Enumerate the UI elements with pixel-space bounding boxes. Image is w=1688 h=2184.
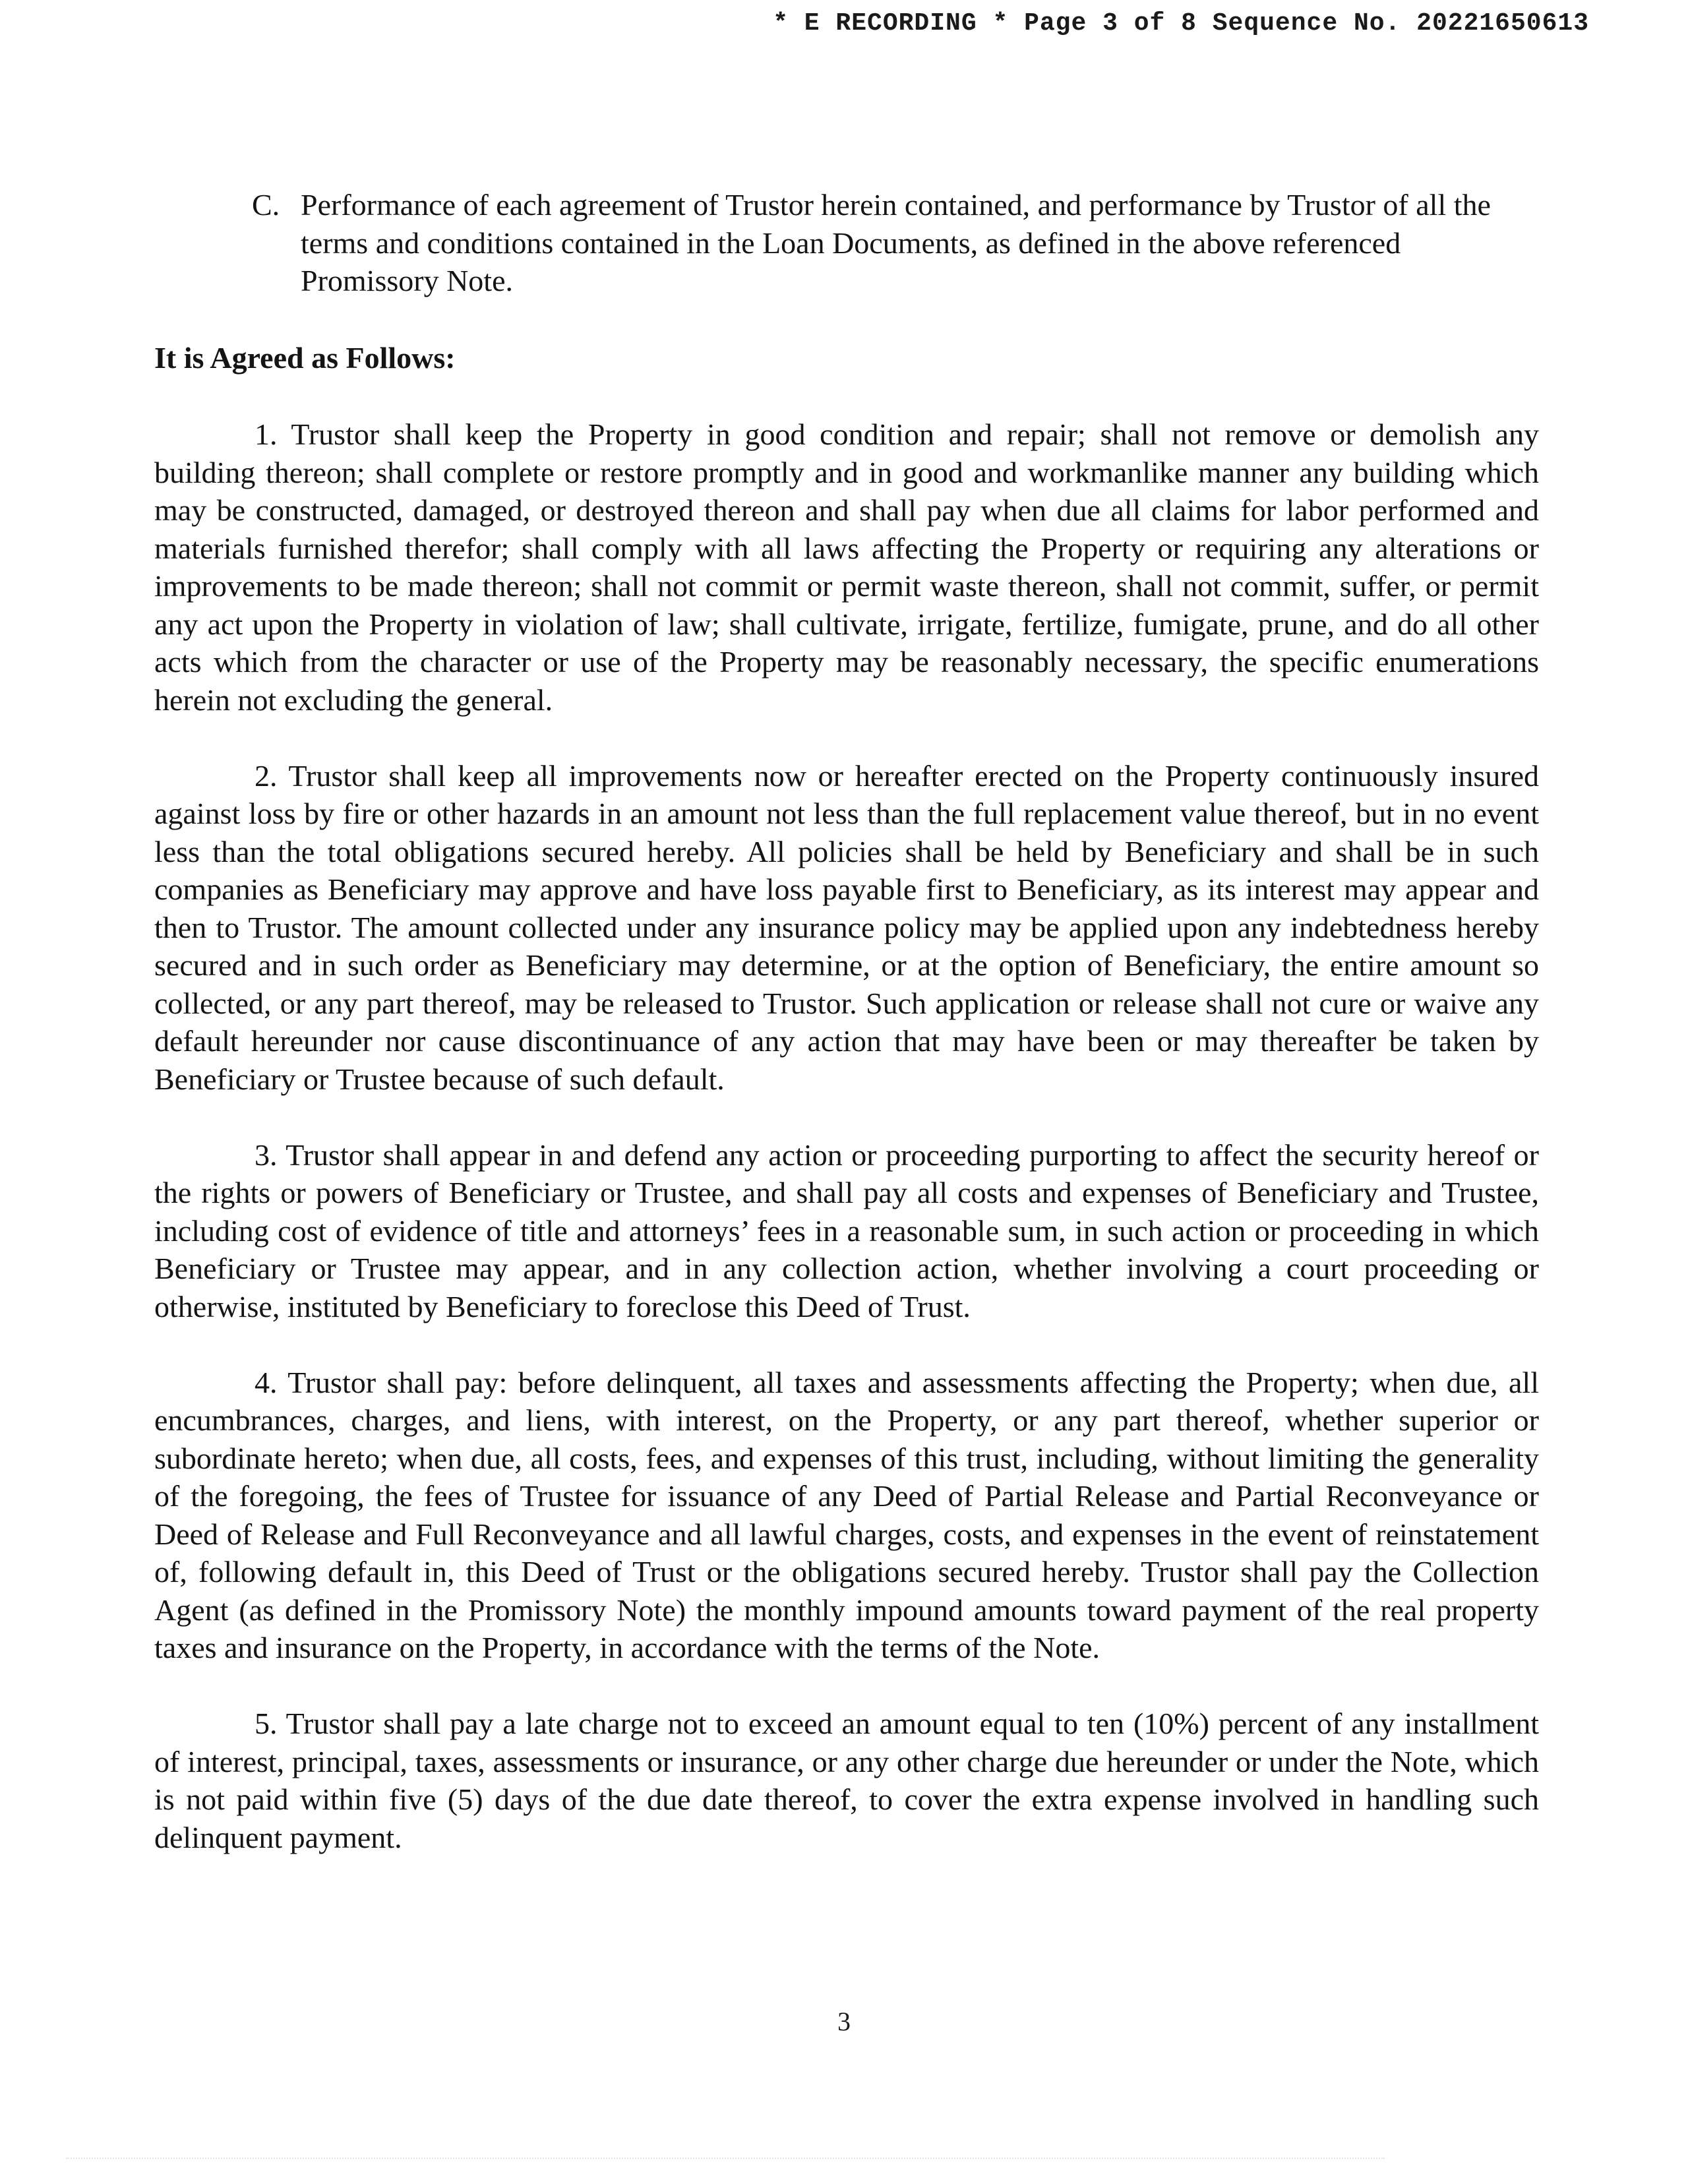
paragraph-5: 5. Trustor shall pay a late charge not to exceed an amount equal to ten (10%) percent of any installment of interest, principal, taxes, assessments or insurance, or any other charge due hereunder or under the Note, which is not paid within five (5) days of the due date thereof, to cover the extra expense involved in handling such delinquent payment.	[154, 1707, 1539, 1854]
document-body	[154, 186, 1539, 1895]
item-c-text: Performance of each agreement of Trustor herein contained, and performance by Trustor of all the terms and conditions contained in the Loan Documents, as defined in the above referenced Promissory Note.	[301, 188, 1491, 297]
item-c-label: C.	[252, 188, 280, 222]
item-c	[252, 186, 1539, 300]
page-number: 3	[837, 2007, 851, 2036]
section-heading: It is Agreed as Follows:	[154, 340, 456, 375]
paragraph-2: 2. Trustor shall keep all improvements now or hereafter erected on the Property continuously insured against loss by fire or other hazards in an amount not less than the full replacement value thereof, but in no event less than the total obligations secured hereby. All policies shall be held by Beneficiary and shall be in such companies as Beneficiary may approve and have loss payable first to Beneficiary, as its interest may appear and then to Trustor. The amount collected under any insurance policy may be applied upon any indebtedness hereby secured and in such order as Beneficiary may determine, or at the option of Beneficiary, the entire amount so collected, or any part thereof, may be released to Trustor. Such application or release shall not cure or waive any default hereunder nor cause discontinuance of any action that may have been or may thereafter be taken by Beneficiary or Trustee because of such default.	[154, 758, 1539, 1096]
scan-artifact-line	[66, 2158, 1385, 2162]
paragraph-3: 3. Trustor shall appear in and defend any action or proceeding purporting to affect the security hereof or the rights or powers of Beneficiary or Trustee, and shall pay all costs and expenses of Beneficiary and Trustee, including cost of evidence of title and attorneys’ fees in a reasonable sum, in such action or proceeding in which Beneficiary or Trustee may appear, and in any collection action, whether involving a court proceeding or otherwise, instituted by Beneficiary to foreclose this Deed of Trust.	[154, 1138, 1539, 1323]
recording-header: * E RECORDING * Page 3 of 8 Sequence No. 20221650613	[773, 9, 1589, 38]
paragraph-4: 4. Trustor shall pay: before delinquent, all taxes and assessments affecting the Property; when due, all encumbrances, charges, and liens, with interest, on the Property, or any part thereof, whether superior or subordinate hereto; when due, all costs, fees, and expenses of this trust, including, without limiting the generality of the foregoing, the fees of Trustee for issuance of any Deed of Partial Release and Partial Reconveyance or Deed of Release and Full Reconveyance and all lawful charges, costs, and expenses in the event of reinstatement of, following default in, this Deed of Trust or the obligations secured hereby. Trustor shall pay the Collection Agent (as defined in the Promissory Note) the monthly impound amounts toward payment of the real property taxes and insurance on the Property, in accordance with the terms of the Note.	[154, 1365, 1539, 1664]
paragraph-1: 1. Trustor shall keep the Property in good condition and repair; shall not remove or demolish any building thereon; shall complete or restore promptly and in good and workmanlike manner any building which may be constructed, damaged, or destroyed thereon and shall pay when due all claims for labor performed and materials furnished therefor; shall comply with all laws affecting the Property or requiring any alterations or improvements to be made thereon; shall not commit or permit waste thereon, shall not commit, suffer, or permit any act upon the Property in violation of law; shall cultivate, irrigate, fertilize, fumigate, prune, and do all other acts which from the character or use of the Property may be reasonably necessary, the specific enumerations herein not excluding the general.	[154, 417, 1539, 717]
